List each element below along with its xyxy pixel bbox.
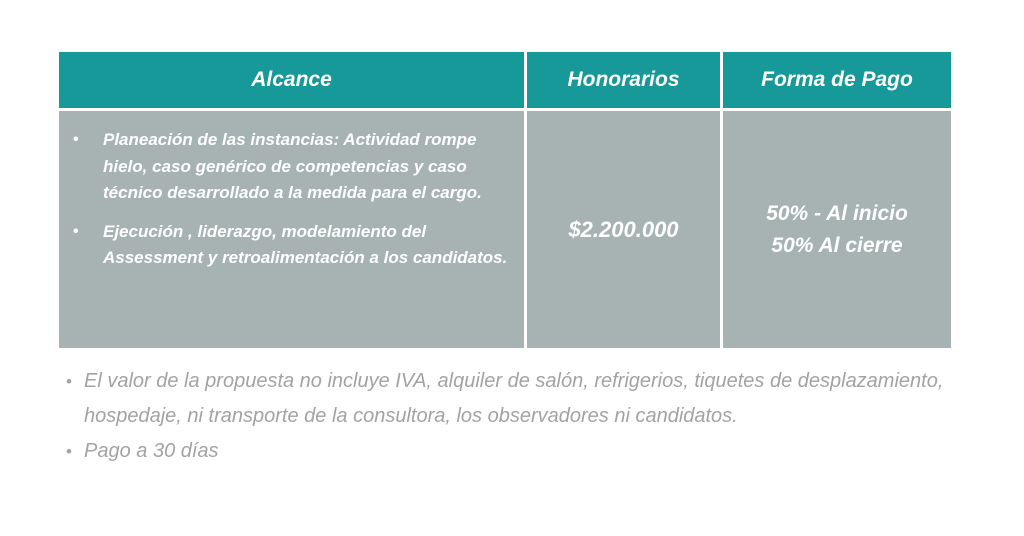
header-forma-de-pago: Forma de Pago bbox=[723, 52, 951, 111]
scope-item bbox=[71, 219, 510, 272]
header-alcance: Alcance bbox=[59, 52, 527, 111]
bullet-icon: • bbox=[73, 222, 79, 240]
scope-item-text: Ejecución , liderazgo, modelamiento del Assessment y retroalimentación a los candidatos. bbox=[103, 221, 508, 267]
note-item bbox=[66, 364, 966, 434]
proposal-table bbox=[59, 52, 951, 348]
note-item bbox=[66, 434, 966, 469]
bullet-icon: • bbox=[66, 372, 72, 391]
payment-cell bbox=[723, 111, 951, 348]
fee-cell bbox=[527, 111, 723, 348]
scope-item-text: Planeación de las instancias: Actividad rompe hielo, caso genérico de competencias y caso técnico desarrollado a la medida para el cargo. bbox=[103, 130, 482, 202]
scope-list bbox=[71, 127, 510, 272]
scope-cell bbox=[59, 111, 527, 348]
bullet-icon: • bbox=[73, 131, 79, 148]
notes bbox=[66, 364, 966, 469]
notes-list bbox=[66, 364, 966, 469]
bullet-icon: • bbox=[66, 442, 72, 461]
note-text: El valor de la propuesta no incluye IVA, alquiler de salón, refrigerios, tiquetes de desplazamiento, hospedaje, ni transporte de la consultora, los observadores ni candidatos. bbox=[84, 370, 944, 427]
header-honorarios: Honorarios bbox=[527, 52, 723, 111]
payment-line: 50% - Al inicio bbox=[766, 201, 908, 225]
payment-line: 50% Al cierre bbox=[771, 233, 903, 257]
fee-value: $2.200.000 bbox=[568, 216, 679, 242]
note-text: Pago a 30 días bbox=[84, 440, 219, 462]
scope-item bbox=[71, 127, 510, 207]
